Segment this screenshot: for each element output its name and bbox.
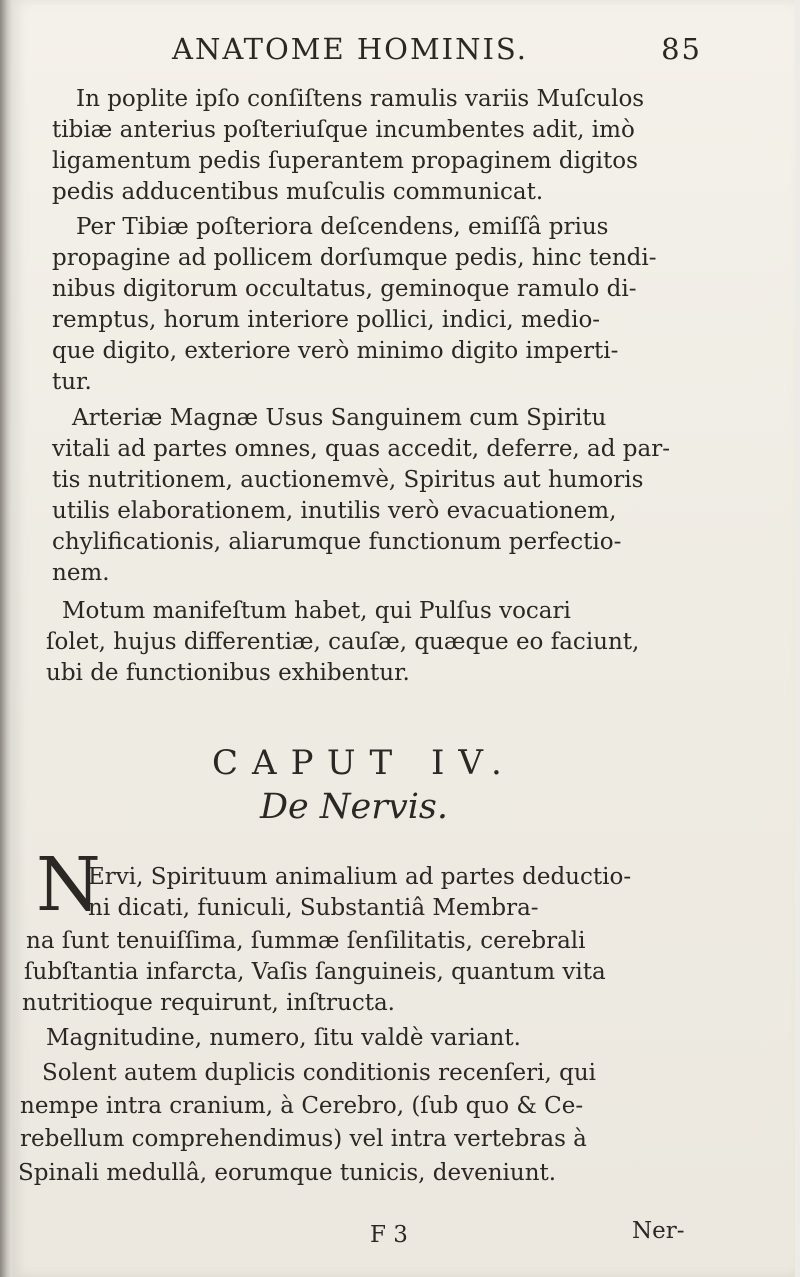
text-line: Per Tibiæ poſteriora deſcendens, emiſſâ prius [76, 214, 609, 240]
text-line: ubi de functionibus exhibentur. [46, 660, 410, 686]
text-line: nibus digitorum occultatus, geminoque ramulo di- [52, 276, 637, 302]
text-line: propagine ad pollicem dorſumque pedis, hinc tendi- [52, 245, 657, 271]
text-line: tibiæ anterius poſteriuſque incumbentes adit, imò [52, 117, 635, 143]
chapter-heading: CAPUT IV. [212, 743, 516, 783]
text-line: nem. [52, 560, 110, 586]
text-line: nutritioque requirunt, inſtructa. [22, 990, 395, 1016]
text-line: ligamentum pedis ſuperantem propaginem digitos [52, 148, 638, 174]
running-title: ANATOME HOMINIS. [172, 32, 528, 66]
text-line: tur. [52, 369, 92, 395]
text-line: utilis elaborationem, inutilis verò evacuationem, [52, 498, 617, 524]
text-line: In poplite ipſo conſiſtens ramulis variis Muſculos [76, 86, 645, 112]
text-line: rebellum comprehendimus) vel intra vertebras à [20, 1126, 587, 1152]
page-number: 85 [661, 32, 702, 66]
text-line: Spinali medullâ, eorumque tunicis, deveniunt. [18, 1160, 557, 1186]
text-line: vitali ad partes omnes, quas accedit, deferre, ad par- [52, 436, 671, 462]
catchword: Ner- [632, 1218, 685, 1244]
text-line: Ervi, Spirituum animalium ad partes deductio- [88, 864, 632, 890]
text-line: tis nutritionem, auctionemvè, Spiritus aut humoris [52, 467, 644, 493]
text-line: que digito, exteriore verò minimo digito imperti- [52, 338, 619, 364]
text-line: Arteriæ Magnæ Usus Sanguinem cum Spiritu [72, 405, 607, 431]
text-line: nempe intra cranium, à Cerebro, (ſub quo & Ce- [20, 1093, 584, 1119]
text-line: Motum manifeſtum habet, qui Pulſus vocari [62, 598, 571, 624]
text-line: chylificationis, aliarumque functionum perfectio- [52, 529, 622, 555]
text-line: Solent autem duplicis conditionis recenſeri, qui [42, 1060, 597, 1086]
signature-mark: F 3 [370, 1222, 408, 1248]
chapter-title: De Nervis. [260, 787, 449, 827]
text-line: na ſunt tenuiſſima, ſummæ ſenſilitatis, cerebrali [26, 928, 586, 954]
book-gutter [0, 0, 12, 1277]
text-line: remptus, horum interiore pollici, indici, medio- [52, 307, 601, 333]
text-line: ni dicati, funiculi, Substantiâ Membra- [88, 895, 539, 921]
drop-cap: N [36, 842, 101, 928]
running-header [172, 34, 702, 64]
text-line: Magnitudine, numero, ſitu valdè variant. [46, 1025, 521, 1051]
text-line: ſolet, hujus differentiæ, cauſæ, quæque eo faciunt, [46, 629, 640, 655]
book-page [12, 0, 795, 1277]
text-line: pedis adducentibus muſculis communicat. [52, 179, 544, 205]
text-line: ſubſtantia infarcta, Vaſis ſanguineis, quantum vita [24, 959, 606, 985]
